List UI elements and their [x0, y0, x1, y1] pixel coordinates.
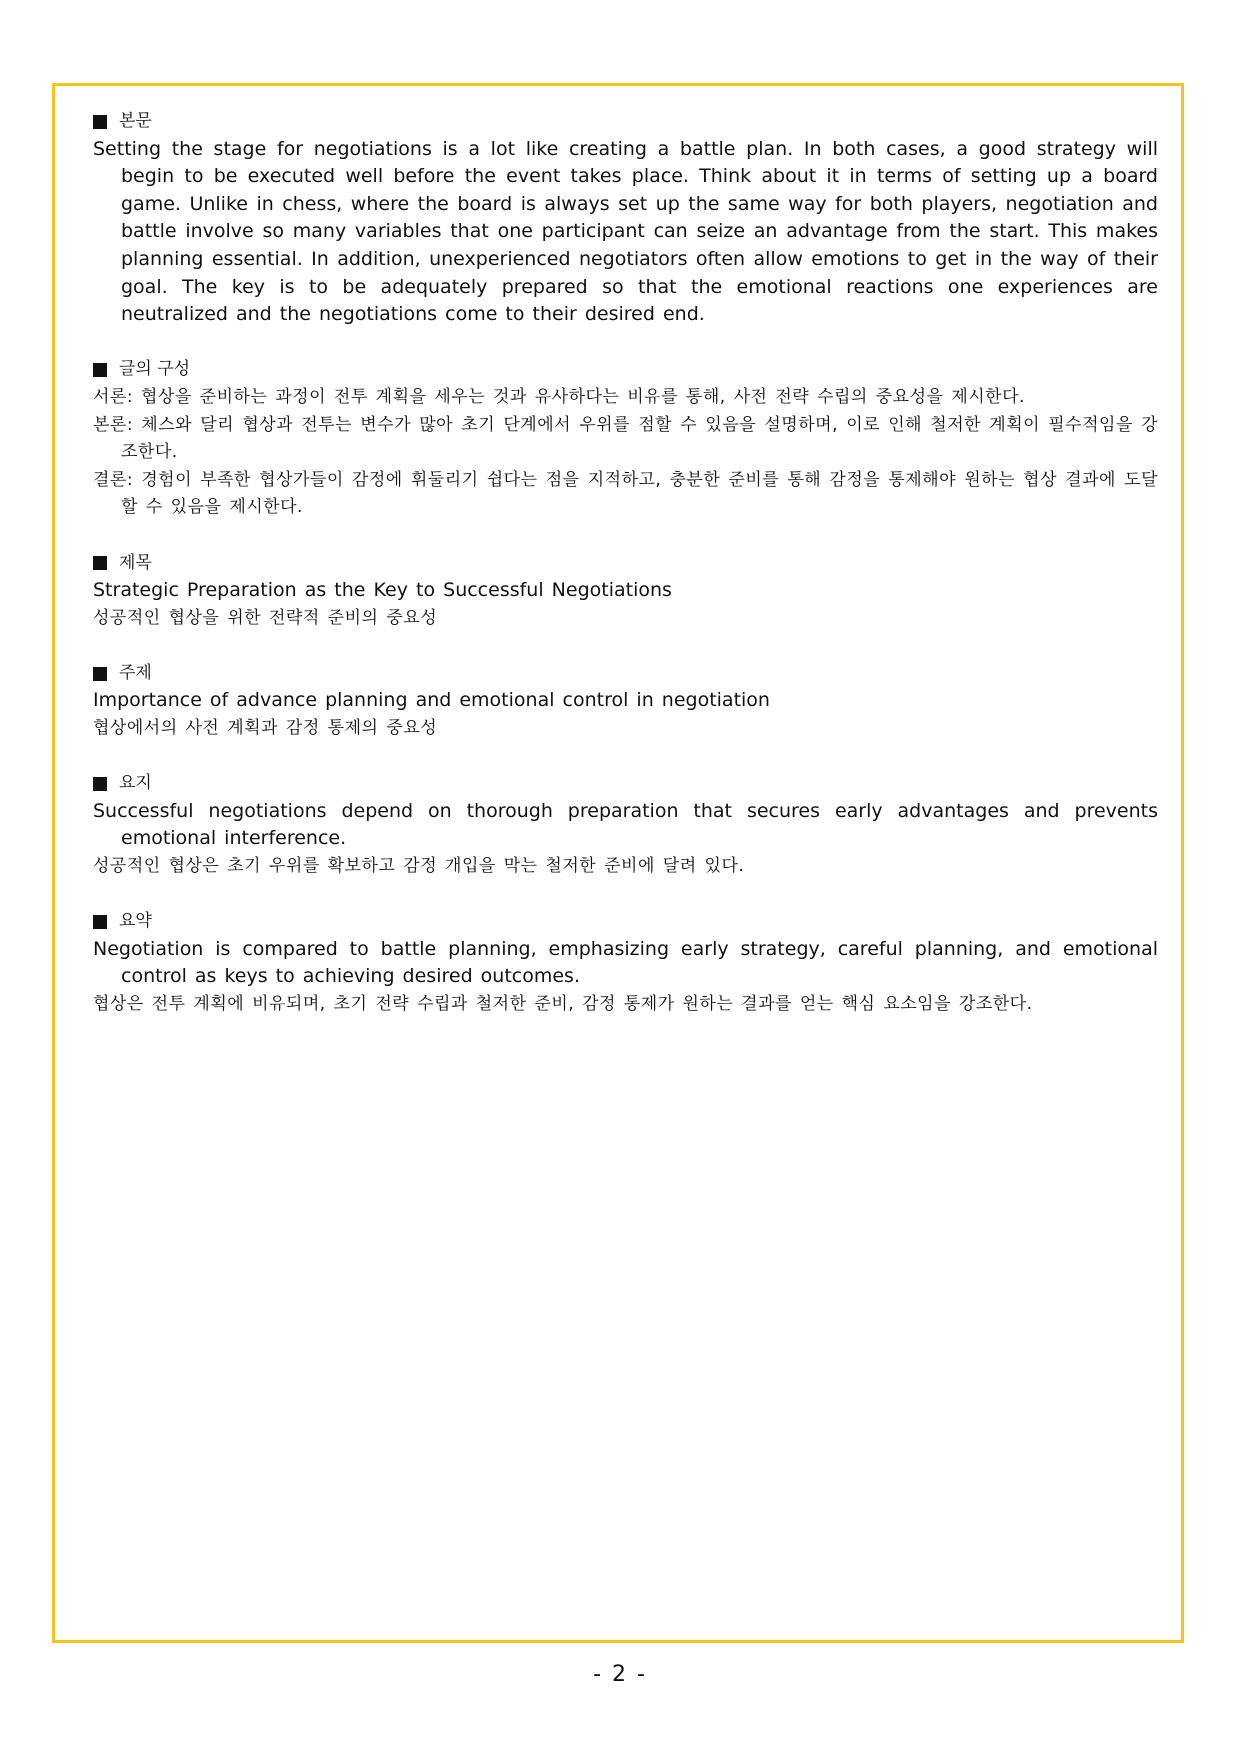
black-square-bullet-icon [93, 363, 107, 377]
summary-english: Negotiation is compared to battle planning, emphasizing early strategy, careful planning, and emotional control as keys to achieving desired outcomes. [93, 937, 1158, 988]
section-structure [93, 356, 1158, 522]
page-number: - 2 - [593, 1662, 647, 1687]
black-square-bullet-icon [93, 556, 107, 570]
body-paragraph: Setting the stage for negotiations is a lot like creating a battle plan. In both cases, a good strategy will begin to be executed well before the event takes place. Think about it in terms of setting up a board game. Unlike in chess, where the board is always set up the same way for both players, negotiation and battle involve so many variables that one participant can seize an advantage from the start. This makes planning essential. In addition, unexperienced negotiators often allow emotions to get in the way of their goal. The key is to be adequately prepared so that the emotional reactions one experiences are neutralized and the negotiations come to their desired end. [93, 137, 1158, 326]
heading-label: 요약 [119, 911, 152, 932]
section-body [93, 108, 1158, 329]
section-heading [93, 550, 1158, 578]
structure-intro: 서론: 협상을 준비하는 과정이 전투 계획을 세우는 것과 유사하다는 비유를 통해, 사전 전략 수립의 중요성을 제시한다. [93, 386, 1025, 407]
summary-korean: 협상은 전투 계획에 비유되며, 초기 전략 수립과 철저한 준비, 감정 통제가 원하는 결과를 얻는 핵심 요소임을 강조한다. [93, 994, 1033, 1014]
section-heading [93, 660, 1158, 688]
section-heading [93, 356, 1158, 384]
heading-label: 주제 [119, 662, 152, 683]
heading-label: 본문 [119, 111, 152, 131]
section-summary [93, 908, 1158, 1018]
structure-conclusion: 결론: 경험이 부족한 협상가들이 감정에 휘둘리기 쉽다는 점을 지적하고, 충분한 준비를 통해 감정을 통제해야 원하는 협상 결과에 도달할 수 있음을 제시한다. [93, 469, 1158, 518]
document-content [93, 108, 1158, 1046]
black-square-bullet-icon [93, 115, 107, 129]
black-square-bullet-icon [93, 915, 107, 929]
title-korean: 성공적인 협상을 위한 전략적 준비의 중요성 [93, 607, 438, 628]
section-heading [93, 108, 1158, 136]
gist-english: Successful negotiations depend on thorough preparation that secures early advantages and prevents emotional interference. [93, 799, 1158, 850]
black-square-bullet-icon [93, 667, 107, 681]
heading-label: 글의 구성 [119, 359, 191, 380]
section-heading [93, 770, 1158, 798]
section-gist [93, 770, 1158, 880]
topic-korean: 협상에서의 사전 계획과 감정 통제의 중요성 [93, 718, 438, 739]
section-topic [93, 660, 1158, 743]
structure-main: 본론: 체스와 달리 협상과 전투는 변수가 많아 초기 단계에서 우위를 점할 수 있음을 설명하며, 이로 인해 철저한 계획이 필수적임을 강조한다. [93, 414, 1158, 463]
heading-label: 제목 [119, 552, 152, 573]
gist-korean: 성공적인 협상은 초기 우위를 확보하고 감정 개입을 막는 철저한 준비에 달려 있다. [93, 856, 745, 877]
topic-english: Importance of advance planning and emotional control in negotiation [93, 689, 770, 712]
heading-label: 요지 [119, 773, 152, 794]
black-square-bullet-icon [93, 777, 107, 791]
title-english: Strategic Preparation as the Key to Successful Negotiations [93, 579, 672, 602]
section-heading [93, 908, 1158, 936]
section-title [93, 550, 1158, 633]
